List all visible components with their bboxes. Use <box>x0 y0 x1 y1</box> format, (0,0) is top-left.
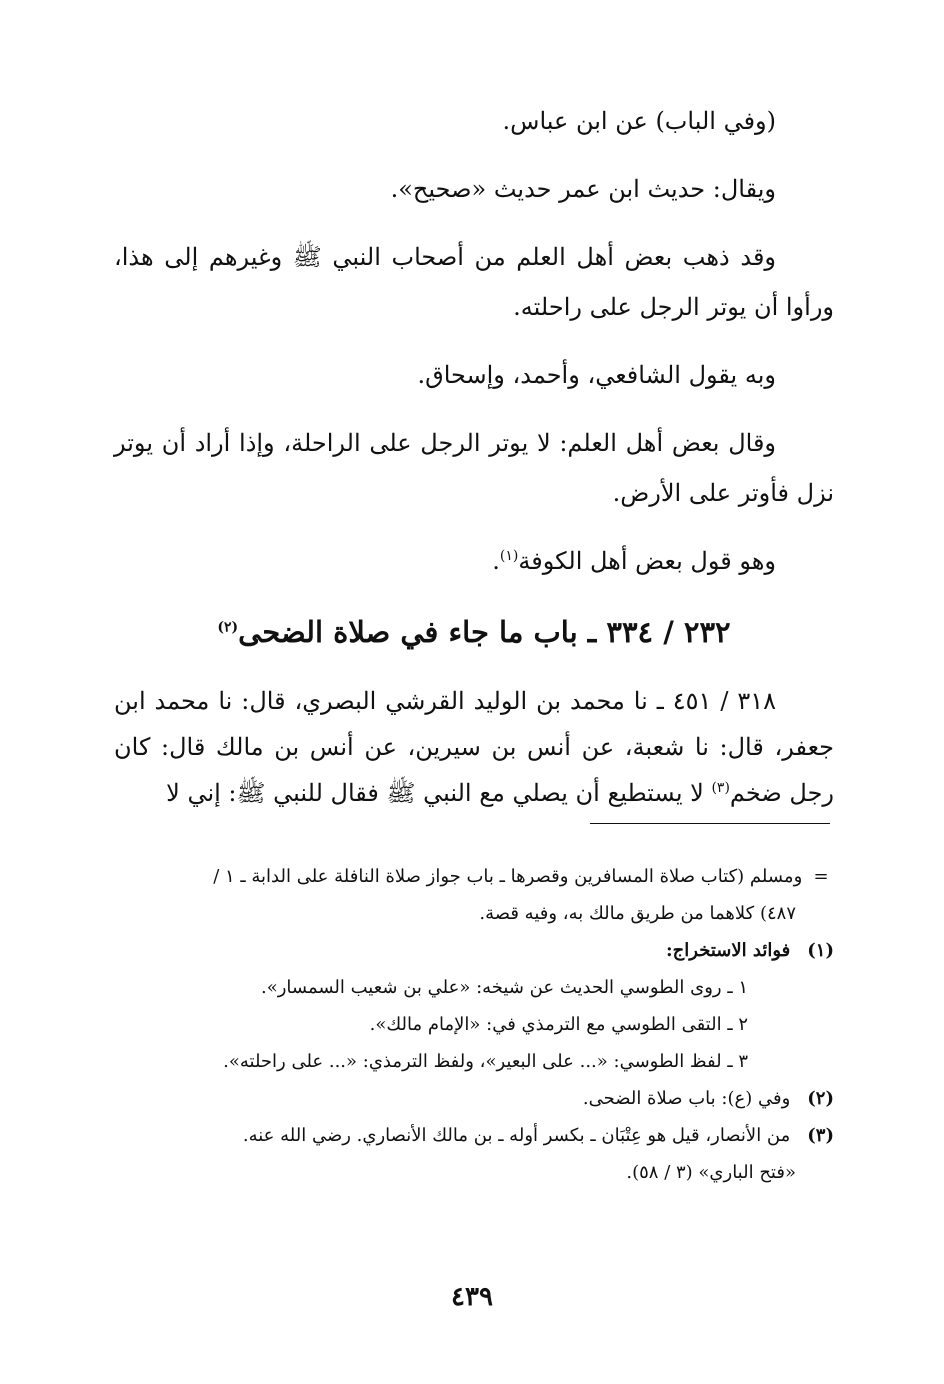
footnote-3 <box>104 1117 834 1154</box>
paragraph-6 <box>114 536 834 586</box>
chapter-title: ٢٣٢ / ٣٣٤ ـ باب ما جاء في صلاة الضحى <box>238 615 731 649</box>
paragraph-6-text: وهو قول بعض أهل الكوفة <box>518 547 776 575</box>
continuation-mark: = <box>813 866 829 887</box>
paragraph-1: (وفي الباب) عن ابن عباس. <box>502 107 776 135</box>
continuation-text-1: ومسلم (كتاب صلاة المسافرين وقصرها ـ باب جواز صلاة النافلة على الدابة ـ ١ / <box>213 866 803 887</box>
footnotes <box>104 858 834 1191</box>
footnote-3-source: «فتح الباري» (٣ / ٥٨). <box>626 1162 796 1183</box>
hadith-text-part-1: ٣١٨ / ٤٥١ ـ نا محمد بن الوليد القرشي البصري، قال: نا محمد ابن جعفر، قال: نا شعبة، عن أنس بن سيرين، عن أنس بن مالك قال: كان رجل ضخم <box>114 687 834 807</box>
footnote-1-item-1: ١ ـ روى الطوسي الحديث عن شيخه: «علي بن شعيب السمسار». <box>260 977 748 998</box>
footnote-ref-2[interactable]: (٢) <box>217 619 239 636</box>
footnote-2-number: (٢) <box>807 1088 834 1109</box>
footnote-1 <box>104 932 834 969</box>
footnote-1-item-2: ٢ ـ التقى الطوسي مع الترمذي في: «الإمام مالك». <box>369 1014 748 1035</box>
paragraph-4: وبه يقول الشافعي، وأحمد، وإسحاق. <box>417 361 776 389</box>
footnote-continuation-line-2: ٤٨٧) كلاهما من طريق مالك به، وفيه قصة. <box>479 903 796 924</box>
page-number: ٤٣٩ <box>451 1282 493 1312</box>
footnote-3-text: من الأنصار، قيل هو عِتْبَان ـ بكسر أوله ـ بن مالك الأنصاري. رضي الله عنه. <box>242 1125 791 1146</box>
footnote-separator <box>590 823 830 824</box>
footnote-ref-3[interactable]: (٣) <box>711 780 730 796</box>
main-text <box>114 96 834 816</box>
paragraph-5: وقال بعض أهل العلم: لا يوتر الرجل على الراحلة، وإذا أراد أن يوتر نزل فأوتر على الأرض. <box>114 429 834 507</box>
hadith-text-part-2: لا يستطيع أن يصلي مع النبي ﷺ فقال للنبي ﷺ: إني لا <box>166 779 712 807</box>
footnote-1-title: فوائد الاستخراج: <box>666 940 791 961</box>
hadith-paragraph <box>114 678 834 816</box>
chapter-heading <box>114 604 834 660</box>
footnote-1-number: (١) <box>807 940 834 961</box>
paragraph-2: ويقال: حديث ابن عمر حديث «صحيح». <box>390 175 776 203</box>
footnote-continuation-line-1 <box>104 858 834 895</box>
footnote-3-number: (٣) <box>807 1125 834 1146</box>
footnote-2 <box>104 1080 834 1117</box>
footnote-2-text: وفي (ع): باب صلاة الضحى. <box>582 1088 791 1109</box>
footnote-ref-1[interactable]: (١) <box>499 548 519 564</box>
footnote-1-item-3: ٣ ـ لفظ الطوسي: «... على البعير»، ولفظ الترمذي: «... على راحلته». <box>223 1051 748 1072</box>
paragraph-6-end: . <box>492 547 500 575</box>
paragraph-3: وقد ذهب بعض أهل العلم من أصحاب النبي ﷺ وغيرهم إلى هذا، ورأوا أن يوتر الرجل على راحلته. <box>114 243 834 321</box>
